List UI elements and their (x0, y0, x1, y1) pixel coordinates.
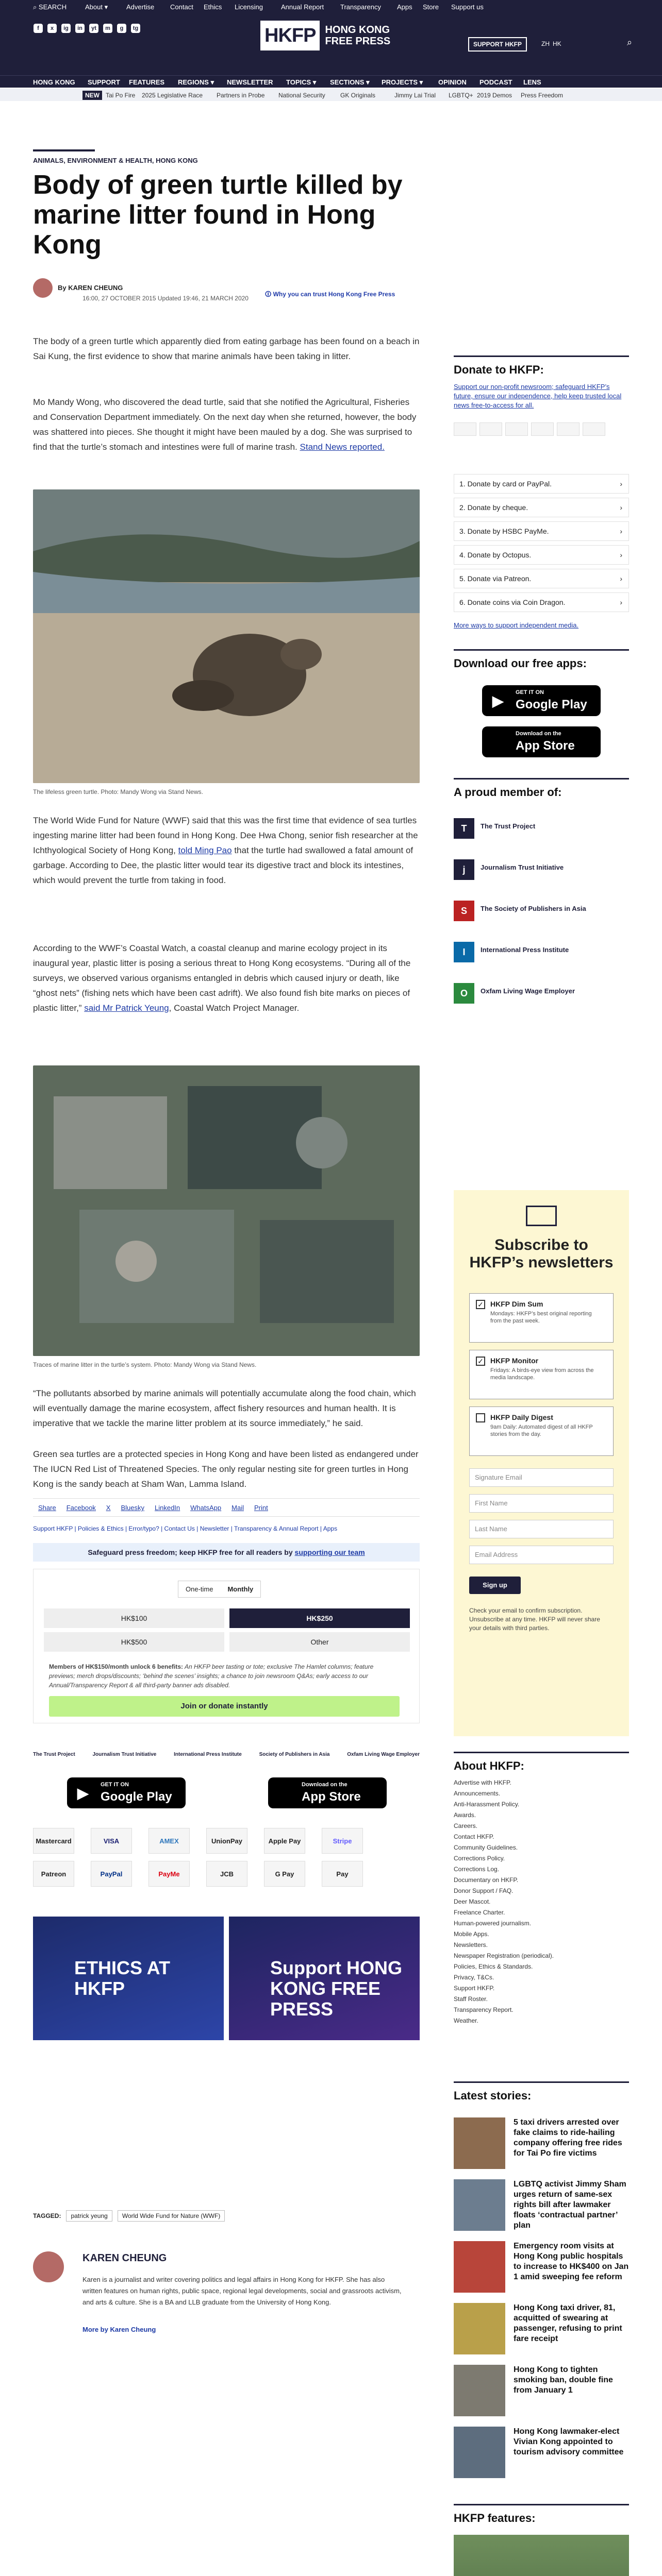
paragraph-text: According to the WWF’s Coastal Watch, a coastal cleanup and marine ecology project in its inaugural year, plastic litter is posing a serious threat to Hong Kong ecosystems. “During all of the surveys, we observed various organisms entangled in debris which caused injury or death, like “ghost nets” (fishing nets which have been cast adrift). We also found fish bite marks on pieces of plastic litter,” (33, 943, 411, 1013)
story-title: Hong Kong lawmaker-elect Vivian Kong appointed to tourism advisory committee (514, 2427, 624, 2456)
article-date: 16:00, 27 OCTOBER 2015 Updated 19:46, 21 MARCH 2020 (82, 295, 249, 302)
social-links (34, 24, 140, 33)
hkfp-logo[interactable] (260, 20, 402, 52)
story-thumbnail (454, 2241, 505, 2293)
app-store-small: Download on the (516, 731, 561, 737)
more-by-author-link[interactable]: More by Karen Cheung (82, 2326, 156, 2333)
x-icon[interactable]: x (47, 24, 57, 33)
app-store-label: App Store (302, 1790, 361, 1804)
payment-logo: Pay (322, 1861, 363, 1887)
google-play-icon: ▶ (77, 1785, 89, 1801)
monthly-toggle[interactable]: Monthly (220, 1581, 260, 1597)
search-icon[interactable]: ⌕ (627, 37, 633, 47)
trend-item[interactable]: GK Originals (340, 92, 376, 99)
oxfam-icon: O (454, 983, 474, 1004)
ethics-promo[interactable]: ETHICS AT HKFP (33, 1917, 224, 2040)
chevron-right-icon: › (620, 551, 622, 559)
topbar-annual-report[interactable]: Annual Report (281, 3, 324, 11)
story-item[interactable] (454, 2365, 629, 2421)
trend-item[interactable]: LGBTQ+ (449, 92, 473, 99)
payment-logo: Apple Pay (264, 1828, 305, 1854)
google-play-label: Google Play (516, 698, 587, 711)
donate-option-label: 1. Donate by card or PayPal. (459, 480, 552, 488)
join-donate-button[interactable]: Join or donate instantly (49, 1696, 400, 1717)
about-link[interactable]: Careers. (454, 1822, 478, 1829)
story-item[interactable] (454, 2427, 629, 2483)
paragraph (33, 941, 420, 1015)
about-link[interactable]: Freelance Charter. (454, 1909, 505, 1916)
trending-bar (0, 89, 662, 101)
about-link[interactable]: Donor Support / FAQ. (454, 1887, 514, 1894)
amex-icon (505, 422, 528, 436)
about-link[interactable]: Mobile Apps. (454, 1930, 489, 1938)
chevron-right-icon: › (620, 503, 622, 512)
logo-wordmark (325, 24, 390, 47)
support-promo[interactable]: Support HONG KONG FREE PRESS (229, 1917, 420, 2040)
story-item[interactable] (454, 2117, 629, 2174)
nav-hong-kong[interactable]: HONG KONG (33, 78, 75, 86)
linkedin-icon[interactable]: in (75, 24, 85, 33)
tagged-label: TAGGED: (33, 2212, 61, 2219)
google-play-small: GET IT ON (101, 1782, 129, 1788)
youtube-icon[interactable]: yt (89, 24, 98, 33)
trend-item[interactable]: 2019 Demos (477, 92, 512, 99)
trust-badge[interactable]: 🛈 Why you can trust Hong Kong Free Press (265, 291, 395, 298)
about-heading: About HKFP: (454, 1752, 629, 1773)
newsletter-option-title: HKFP Dim Sum (490, 1300, 543, 1308)
topbar-contact[interactable]: Contact (170, 3, 193, 11)
paragraph (33, 395, 420, 454)
paragraph-text: that the turtle had swallowed a fatal amount of garbage. According to Dee, the plastic litter would tear its digestive tract and block its intestines, which would prevent the turtle from taking in food. (33, 845, 413, 885)
topbar-advertise[interactable]: Advertise (126, 3, 155, 11)
donate-pay-icons (454, 422, 605, 436)
story-title: 5 taxi drivers arrested over fake claims to ride-hailing company offering free rides for Tai Po fire victims (514, 2118, 622, 2158)
apps-heading: Download our free apps: (454, 649, 629, 670)
share-bluesky[interactable]: Bluesky (121, 1504, 144, 1512)
apple-pay-icon (557, 422, 580, 436)
author-avatar[interactable] (33, 278, 53, 298)
donate-option-label: 3. Donate by HSBC PayMe. (459, 527, 549, 535)
main-nav (0, 75, 662, 88)
story-item[interactable] (454, 2179, 629, 2236)
about-link[interactable]: Deer Mascot. (454, 1898, 491, 1905)
story-title: Hong Kong to tighten smoking ban, double fine from January 1 (514, 2365, 613, 2395)
about-link[interactable]: Newspaper Registration (periodical). (454, 1952, 554, 1959)
features-heading: HKFP features: (454, 2504, 629, 2525)
signup-button[interactable]: Sign up (469, 1577, 521, 1594)
safeguard-text: Safeguard press freedom; keep HKFP free for all readers by (88, 1548, 293, 1556)
newsletter-box (454, 1190, 629, 1736)
about-link[interactable]: Contact HKFP. (454, 1833, 494, 1840)
donate-option[interactable] (454, 592, 629, 612)
share-bar (33, 1498, 420, 1517)
nav-topics[interactable]: TOPICS ▾ (286, 78, 317, 86)
byline (33, 278, 249, 302)
photo-caption: Traces of marine litter in the turtle’s system. Photo: Mandy Wong via Stand News. (33, 1361, 257, 1368)
about-link[interactable]: Staff Roster. (454, 1995, 488, 2003)
ming-pao-link[interactable]: told Ming Pao (178, 845, 232, 855)
amount-option[interactable]: HK$500 (44, 1632, 224, 1652)
donation-widget (33, 1569, 420, 1723)
app-store-button[interactable] (268, 1777, 387, 1808)
search-link[interactable]: ⌕ SEARCH (33, 3, 67, 11)
mastodon-icon[interactable]: m (103, 24, 112, 33)
footer-links[interactable]: Support HKFP | Policies & Ethics | Error/typo? | Contact Us | Newsletter | Transparency & Annual Report | Apps (33, 1525, 338, 1532)
mastercard-icon (454, 422, 476, 436)
story-title: Emergency room visits at Hong Kong public hospitals to increase to HK$400 on Jan 1 amid sweeping fee reform (514, 2242, 629, 2281)
telegram-icon[interactable]: tg (131, 24, 140, 33)
member-label: The Society of Publishers in Asia (481, 905, 586, 912)
topbar-support[interactable]: Support us (451, 3, 484, 11)
nav-opinion[interactable]: OPINION (438, 78, 467, 86)
sopa-icon: S (454, 901, 474, 921)
partner-logo[interactable]: Journalism Trust Initiative (92, 1752, 157, 1757)
share-x[interactable]: X (106, 1504, 111, 1512)
newsletter-heading: Subscribe to HKFP’s newsletters (469, 1236, 614, 1271)
donate-intro[interactable]: Support our non-profit newsroom; safeguard HKFP’s future, ensure our independence, help keep trusted local news free-to-access for all. (454, 383, 622, 409)
partner-logo[interactable]: Society of Publishers in Asia (259, 1752, 330, 1757)
about-link[interactable]: Documentary on HKFP. (454, 1876, 519, 1884)
nav-newsletter[interactable]: NEWSLETTER (227, 78, 273, 86)
visa-icon (479, 422, 502, 436)
about-link[interactable]: Announcements. (454, 1790, 501, 1797)
author-box-name[interactable]: KAREN CHEUNG (82, 2252, 167, 2264)
story-item[interactable] (454, 2241, 629, 2298)
google-play-small: GET IT ON (516, 689, 544, 696)
donate-option[interactable] (454, 545, 629, 565)
donate-option[interactable] (454, 474, 629, 494)
about-link[interactable]: Community Guidelines. (454, 1844, 518, 1851)
facebook-icon[interactable]: f (34, 24, 43, 33)
donate-option-label: 4. Donate by Octopus. (459, 551, 532, 559)
trust-text: Why you can trust Hong Kong Free Press (273, 291, 395, 298)
trend-item[interactable]: Tai Po Fire (106, 92, 136, 99)
newsletter-option[interactable] (469, 1406, 614, 1456)
chevron-right-icon: › (620, 598, 622, 606)
feature-item[interactable] (454, 2535, 629, 2576)
topbar-licensing[interactable]: Licensing (235, 3, 263, 11)
payment-logo: PayPal (91, 1861, 132, 1887)
author-bio: Karen is a journalist and writer covering politics and legal affairs in Hong Kong for HKFP. She has also written features on human rights, public space, regional legal developments, social and grassroots activism, and arts & culture. She is a BA and LLB graduate from the University of Hong Kong. (82, 2276, 402, 2306)
sidebar-app-store[interactable] (482, 726, 601, 757)
category-rule (33, 149, 95, 151)
payment-logo: VISA (91, 1828, 132, 1854)
last-name-field[interactable]: Last Name (469, 1520, 614, 1538)
payment-logo: AMEX (148, 1828, 190, 1854)
share-linkedin[interactable]: LinkedIn (155, 1504, 180, 1512)
newsletter-option-title: HKFP Monitor (490, 1357, 539, 1365)
membership-note-text: An HKFP beer tasting or tote; exclusive The Hamlet columns; feature previews; merch drops/discounts; ‘behind the scenes’ insights; a chance to join newsroom Q&As; early access to our Annual/Transparency Report & all third-party banner ads disabled. (49, 1663, 374, 1689)
paragraph-text: The World Wide Fund for Nature (WWF) said that this was the first time that evidence of sea turtles ingesting marine litter had been found in Hong Kong. Dee Hwa Chong, senior fish researcher at the Ichthyological Society of Hong Kong, (33, 816, 418, 855)
newsletter-option-desc: Mondays: HKFP’s best original reporting from the past week. (490, 1311, 592, 1324)
nav-regions[interactable]: REGIONS ▾ (178, 78, 214, 86)
donate-option-label: 6. Donate coins via Coin Dragon. (459, 598, 566, 606)
donate-option-label: 5. Donate via Patreon. (459, 574, 532, 583)
about-link[interactable]: Human-powered journalism. (454, 1920, 532, 1927)
topbar-about[interactable]: About ▾ (85, 3, 108, 11)
paragraph: Green sea turtles are a protected species in Hong Kong and have been listed as endangered under The IUCN Red List of Threatened Species. The only regular nesting site for green turtles in Hong Kong is the sandy beach at Sham Wan, Lamma Island. (33, 1449, 419, 1489)
story-thumbnail (454, 2427, 505, 2478)
patrick-yeung-link[interactable]: said Mr Patrick Yeung (84, 1003, 169, 1013)
google-news-icon[interactable]: g (117, 24, 126, 33)
paragraph: The body of a green turtle which apparently died from eating garbage has been found on a beach in Sai Kung, the first evidence to show that marine animals have been taking in litter. (33, 336, 420, 361)
share-whatsapp[interactable]: WhatsApp (190, 1504, 222, 1512)
nav-podcast[interactable]: PODCAST (479, 78, 512, 86)
trend-item[interactable]: 2025 Legislative Race (142, 92, 203, 99)
about-link[interactable]: Privacy, T&Cs. (454, 1974, 494, 1981)
about-link[interactable]: Newsletters. (454, 1941, 488, 1948)
about-link[interactable]: Advertise with HKFP. (454, 1779, 511, 1786)
member-logo[interactable] (454, 814, 629, 845)
app-store-small: Download on the (302, 1782, 347, 1788)
author-box-avatar[interactable] (33, 2251, 64, 2282)
share-print[interactable]: Print (254, 1504, 268, 1512)
google-play-label: Google Play (101, 1790, 172, 1804)
feature-image (454, 2535, 629, 2576)
member-label: The Trust Project (481, 822, 536, 830)
tag-list (33, 2210, 225, 2222)
nav-lens[interactable]: LENS (523, 78, 541, 86)
search-label: SEARCH (38, 3, 67, 11)
byline-text (58, 283, 249, 302)
payment-logo: JCB (206, 1861, 247, 1887)
article-title: Body of green turtle killed by marine litter found in Hong Kong (33, 170, 403, 260)
about-link[interactable]: Policies, Ethics & Standards. (454, 1963, 533, 1970)
share-label: Share (38, 1504, 56, 1512)
story-thumbnail (454, 2365, 505, 2416)
partner-logos (33, 1752, 420, 1765)
about-link[interactable]: Corrections Policy. (454, 1855, 505, 1862)
donate-option[interactable] (454, 521, 629, 541)
article-category[interactable]: ANIMALS, ENVIRONMENT & HEALTH, HONG KONG (33, 157, 198, 164)
nav-sections[interactable]: SECTIONS ▾ (330, 78, 370, 86)
about-link[interactable]: Weather. (454, 2017, 478, 2024)
amount-option[interactable]: HK$100 (44, 1608, 224, 1628)
member-logo[interactable] (454, 855, 629, 886)
litter-photo (33, 1065, 420, 1356)
story-item[interactable] (454, 2303, 629, 2360)
donate-option-label: 2. Donate by cheque. (459, 503, 528, 512)
unionpay-icon (531, 422, 554, 436)
about-link[interactable]: Anti-Harassment Policy. (454, 1801, 520, 1808)
share-facebook[interactable]: Facebook (66, 1504, 96, 1512)
partner-logo[interactable]: The Trust Project (33, 1752, 75, 1757)
amount-option-other[interactable]: Other (229, 1632, 410, 1652)
partner-logo[interactable]: International Press Institute (174, 1752, 242, 1757)
stripe-icon (583, 422, 605, 436)
lang-hk[interactable]: HK (553, 40, 561, 47)
newsletter-option-desc: 9am Daily: Automated digest of all HKFP stories from the day. (490, 1424, 593, 1437)
member-logo[interactable] (454, 896, 629, 927)
support-hkfp-button[interactable]: SUPPORT HKFP (468, 37, 527, 52)
photo-caption: The lifeless green turtle. Photo: Mandy Wong via Stand News. (33, 788, 203, 795)
email-address-field[interactable]: Email Address (469, 1546, 614, 1564)
paragraph-text: , Coastal Watch Project Manager. (169, 1003, 300, 1013)
membership-note-bold: Members of HK$150/month unlock 6 benefits: (49, 1663, 184, 1670)
safeguard-banner (33, 1543, 420, 1562)
trend-item[interactable]: Press Freedom (521, 92, 564, 99)
newsletter-option[interactable] (469, 1350, 614, 1399)
author-name: KAREN CHEUNG (68, 284, 123, 292)
member-label: Oxfam Living Wage Employer (481, 987, 575, 995)
first-name-field[interactable]: First Name (469, 1494, 614, 1513)
story-thumbnail (454, 2179, 505, 2231)
trend-item[interactable]: National Security (278, 92, 325, 99)
payment-logo: PayMe (148, 1861, 190, 1887)
donate-option[interactable] (454, 498, 629, 517)
signature-email-field[interactable]: Signature Email (469, 1468, 614, 1487)
support-team-link[interactable]: supporting our team (294, 1548, 365, 1556)
top-bar (0, 0, 662, 13)
lang-zh[interactable]: ZH (541, 40, 550, 47)
logo-mark: HKFP (260, 21, 320, 50)
donate-option[interactable] (454, 569, 629, 588)
story-thumbnail (454, 2117, 505, 2169)
google-play-icon: ▶ (492, 693, 504, 709)
jti-icon: j (454, 859, 474, 880)
chevron-right-icon: › (620, 480, 622, 488)
one-time-toggle[interactable]: One-time (186, 1585, 213, 1593)
newsletter-option-desc: Fridays: A birds-eye view from across the media landscape. (490, 1367, 594, 1381)
latest-heading: Latest stories: (454, 2081, 629, 2103)
newsletter-option[interactable] (469, 1293, 614, 1343)
nav-support[interactable]: SUPPORT (88, 78, 120, 86)
story-title: LGBTQ activist Jimmy Sham urges return of same-sex rights bill after lawmaker floats ‘contractual partner’ plan (514, 2180, 626, 2230)
story-thumbnail (454, 2303, 505, 2354)
member-heading: A proud member of: (454, 778, 629, 799)
topbar-transparency[interactable]: Transparency (340, 3, 381, 11)
member-label: Journalism Trust Initiative (481, 863, 564, 871)
newsletter-option-title: HKFP Daily Digest (490, 1413, 553, 1421)
chevron-right-icon: › (620, 527, 622, 535)
donate-options (454, 474, 629, 616)
member-label: International Press Institute (481, 946, 569, 954)
ipi-icon: I (454, 942, 474, 962)
membership-note (49, 1662, 400, 1690)
topbar-ethics[interactable]: Ethics (204, 3, 222, 11)
topbar-apps[interactable]: Apps (397, 3, 412, 11)
logo-line-1: HONG KONG (325, 24, 390, 36)
about-link[interactable]: Support HKFP. (454, 1985, 495, 1992)
envelope-icon (526, 1206, 557, 1226)
sidebar-google-play[interactable] (482, 685, 601, 716)
turtle-photo-image (33, 489, 420, 783)
payment-logo: UnionPay (206, 1828, 247, 1854)
more-ways-link[interactable]: More ways to support independent media. (454, 621, 579, 629)
stand-news-link[interactable]: Stand News reported. (300, 442, 385, 452)
newsletter-note: Check your email to confirm subscription. Unsubscribe at any time. HKFP will never share your details with third parties. (469, 1607, 600, 1632)
story-title: Hong Kong taxi driver, 81, acquitted of swearing at passenger, refusing to print fare receipt (514, 2303, 622, 2343)
byline-author[interactable]: By KAREN CHEUNG (58, 284, 123, 292)
turtle-photo (33, 489, 420, 783)
logo-line-2: FREE PRESS (325, 36, 391, 47)
share-mail[interactable]: Mail (231, 1504, 244, 1512)
partner-logo[interactable]: Oxfam Living Wage Employer (347, 1752, 420, 1757)
payment-logo: G Pay (264, 1861, 305, 1887)
frequency-toggle (178, 1581, 261, 1598)
litter-photo-image (33, 1065, 420, 1356)
payment-logo: Patreon (33, 1861, 74, 1887)
about-link[interactable]: Transparency Report. (454, 2006, 514, 2013)
checkbox-checked[interactable]: ✓ (476, 1357, 485, 1366)
payment-logo: Stripe (322, 1828, 363, 1854)
nav-features[interactable]: FEATURES (129, 78, 165, 86)
donate-heading: Donate to HKFP: (454, 355, 629, 377)
tag[interactable]: patrick yeung (66, 2210, 112, 2222)
about-link[interactable]: Awards. (454, 1811, 476, 1819)
trend-item[interactable]: Partners in Probe (217, 92, 265, 99)
paragraph-text: Mo Mandy Wong, who discovered the dead turtle, said that she notified the Agricultural, Fisheries and Conservation Department immediately. On the next day when she returned, however, the body was shattered into pieces. She thought it might have been mauled by a dog. She was surprised to find that the turtle’s stomach and intestines were full of marine trash. (33, 397, 417, 452)
payment-logo: Mastercard (33, 1828, 74, 1854)
nav-projects[interactable]: PROJECTS ▾ (382, 78, 423, 86)
about-link[interactable]: Corrections Log. (454, 1866, 500, 1873)
topbar-store[interactable]: Store (423, 3, 439, 11)
paragraph (33, 813, 420, 888)
about-list (454, 1777, 629, 2026)
instagram-icon[interactable]: ig (61, 24, 71, 33)
tag[interactable]: World Wide Fund for Nature (WWF) (118, 2210, 225, 2222)
trend-item[interactable]: Jimmy Lai Trial (394, 92, 436, 99)
checkbox-checked[interactable]: ✓ (476, 1300, 485, 1309)
google-play-button[interactable] (67, 1777, 186, 1808)
member-logo[interactable] (454, 979, 629, 1010)
new-badge: NEW (82, 91, 102, 100)
app-store-label: App Store (516, 739, 575, 753)
chevron-right-icon: › (620, 574, 622, 583)
checkbox[interactable] (476, 1413, 485, 1422)
trust-project-icon: T (454, 818, 474, 839)
amount-option-selected[interactable]: HK$250 (229, 1608, 410, 1628)
paragraph: “The pollutants absorbed by marine animals will potentially accumulate along the food chain, which will eventually damage the marine ecosystem, affect fishery resources and human health. It is imperative that we tackle the marine litter problem at its source immediately,” he said. (33, 1388, 416, 1428)
member-logo[interactable] (454, 938, 629, 969)
